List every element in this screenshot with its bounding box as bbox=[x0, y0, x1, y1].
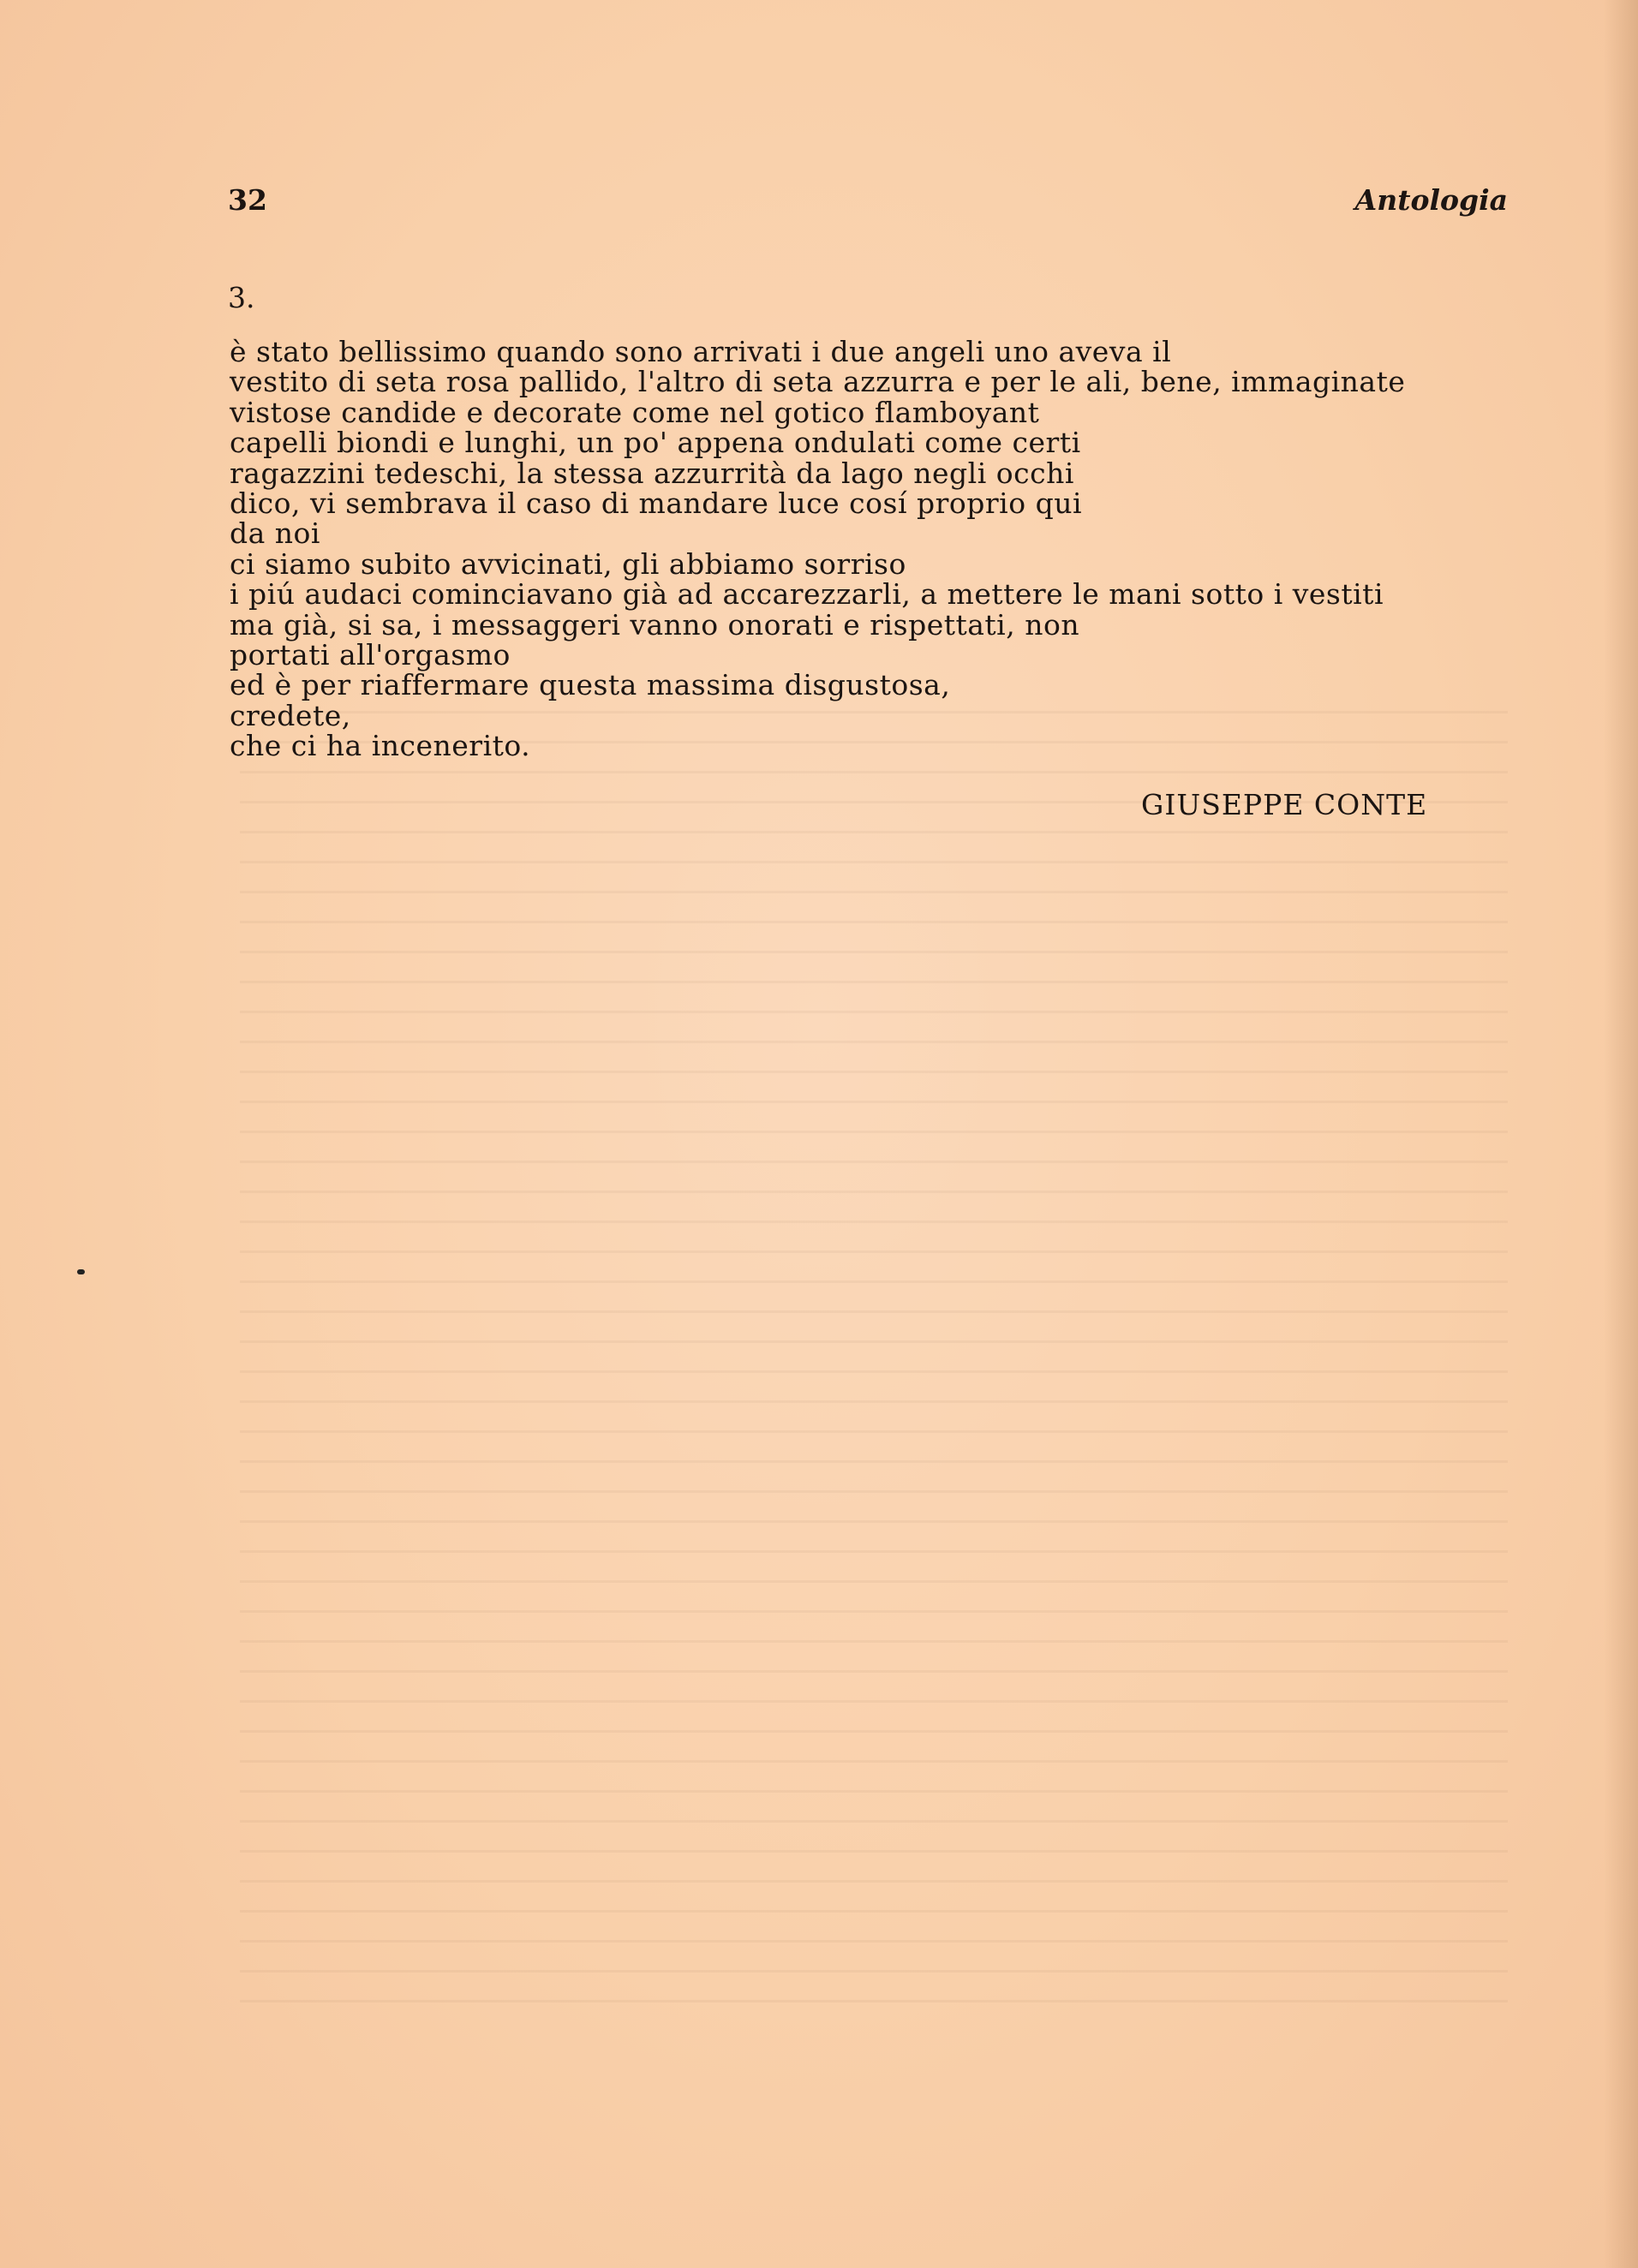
page-number: 32 bbox=[228, 183, 267, 217]
page-header bbox=[228, 183, 1508, 224]
poem-line: capelli biondi e lunghi, un po' appena ondulati come certi bbox=[230, 426, 1081, 460]
poem-line: credete, bbox=[230, 698, 351, 732]
ink-speck bbox=[77, 1269, 85, 1274]
running-title: Antologia bbox=[1354, 183, 1508, 217]
poem-body bbox=[230, 337, 1515, 761]
poem-line: portati all'orgasmo bbox=[230, 638, 511, 672]
poem-line: vestito di seta rosa pallido, l'altro di seta azzurra e per le ali, bene, immaginate bbox=[230, 365, 1406, 399]
poem-line: da noi bbox=[230, 516, 320, 551]
author-signature: GIUSEPPE CONTE bbox=[1141, 788, 1428, 821]
poem-line: è stato bellissimo quando sono arrivati i due angeli uno aveva il bbox=[230, 335, 1172, 368]
poem-line: i piú audaci cominciavano già ad accarezzarli, a mettere le mani sotto i vestiti bbox=[230, 577, 1384, 612]
poem-line: ma già, si sa, i messaggeri vanno onorati e rispettati, non bbox=[230, 607, 1080, 642]
page-edge-shadow bbox=[1604, 0, 1638, 2268]
poem-line: dico, vi sembrava il caso di mandare luce cosí proprio qui bbox=[230, 486, 1083, 521]
poem-number: 3. bbox=[228, 281, 255, 314]
poem-line: che ci ha incenerito. bbox=[230, 729, 531, 763]
poem-line: ci siamo subito avvicinati, gli abbiamo sorriso bbox=[230, 546, 906, 581]
show-through-text bbox=[240, 711, 1508, 2013]
poem-line: ed è per riaffermare questa massima disgustosa, bbox=[230, 668, 951, 702]
poem-line: ragazzini tedeschi, la stessa azzurrità da lago negli occhi bbox=[230, 456, 1074, 490]
poem-line: vistose candide e decorate come nel gotico flamboyant bbox=[230, 395, 1040, 429]
